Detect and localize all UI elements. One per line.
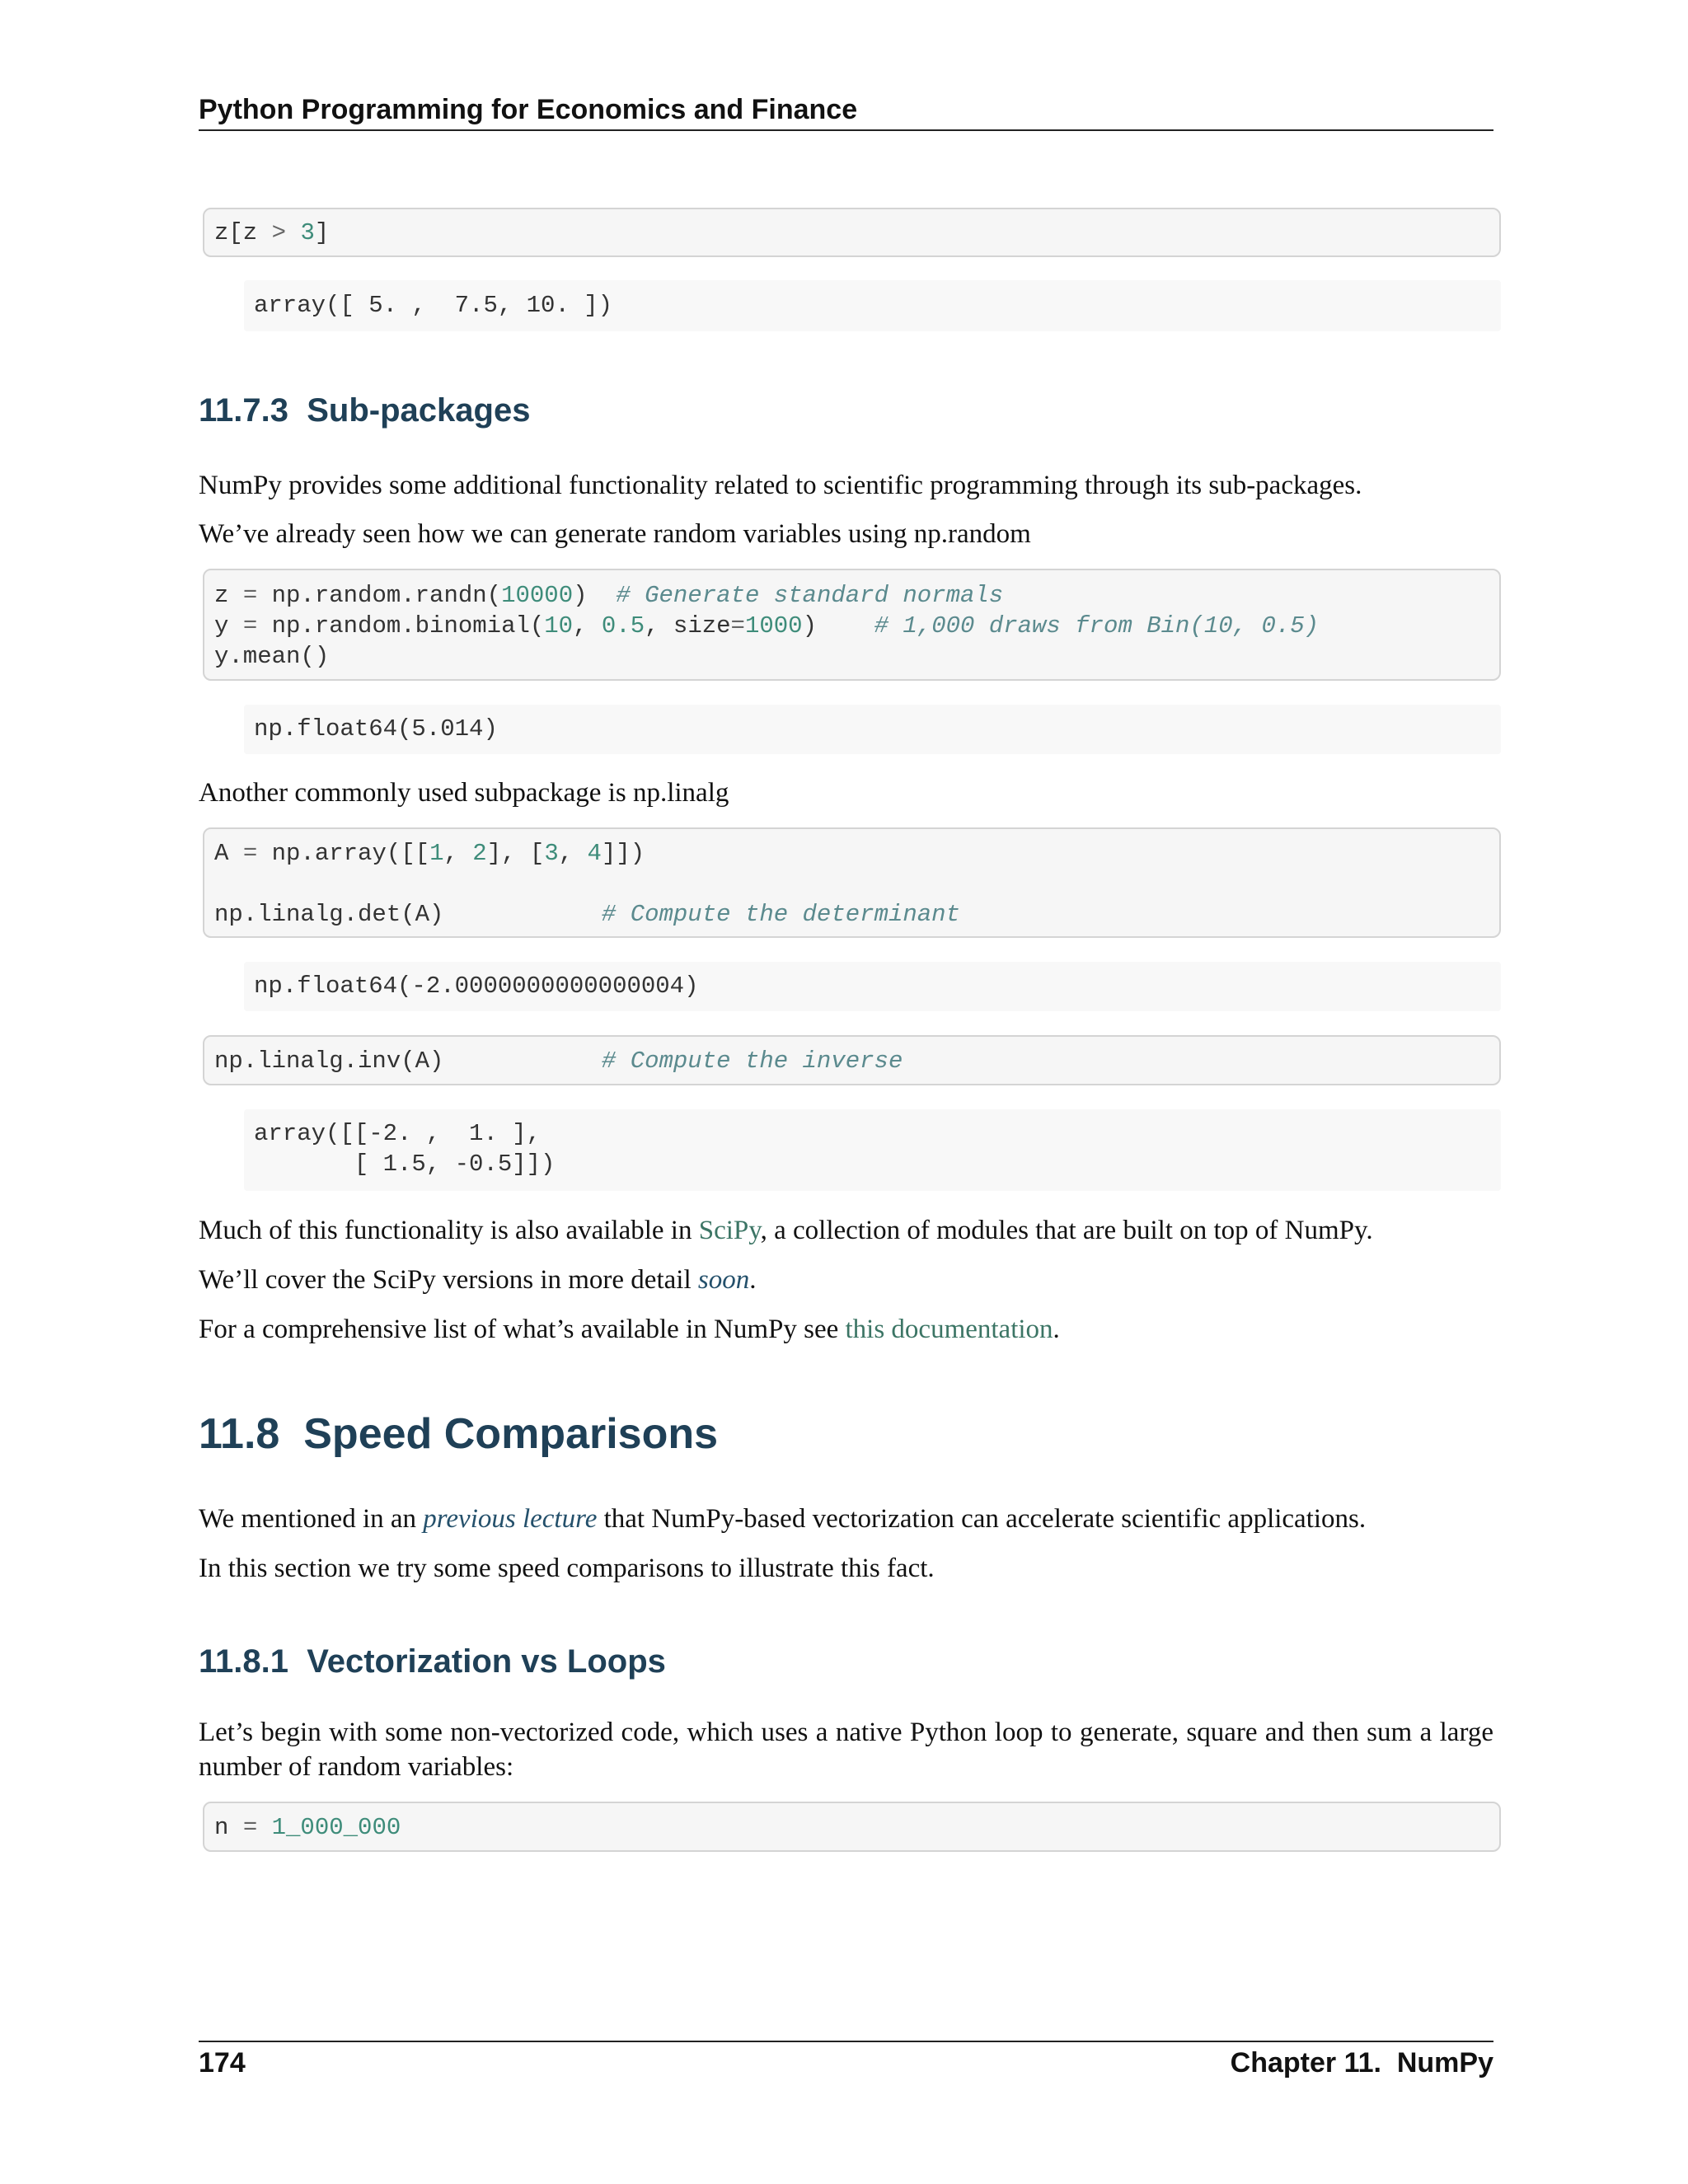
code-token: np.random.randn( — [257, 582, 502, 609]
paragraph — [199, 1213, 1493, 1248]
code-line-blank — [214, 869, 1489, 899]
code-token: A — [214, 840, 243, 867]
section-title: Vectorization vs Loops — [307, 1643, 666, 1680]
code-token: y.mean() — [214, 643, 330, 670]
output-line: np.float64(-2.0000000000000004) — [254, 972, 699, 1000]
code-line — [214, 580, 1489, 611]
code-token: ], [ — [486, 840, 545, 867]
code-number: 1_000_000 — [271, 1814, 401, 1841]
code-operator: = — [242, 612, 258, 640]
paragraph: We’ve already seen how we can generate random variables using np.random — [199, 519, 1031, 549]
code-number: 1 — [429, 840, 444, 867]
output-line: array([[-2. , 1. ], — [254, 1120, 542, 1147]
scipy-link[interactable]: SciPy — [698, 1216, 761, 1245]
code-token: z[z — [214, 219, 272, 246]
page-number: 174 — [199, 2047, 246, 2079]
code-cell[interactable] — [203, 208, 1501, 257]
code-line — [214, 641, 1489, 672]
code-number: 2 — [472, 840, 487, 867]
code-cell[interactable] — [203, 1035, 1501, 1085]
section-number: 11.8 — [199, 1410, 280, 1458]
paragraph — [199, 1312, 1493, 1347]
code-line — [214, 899, 1489, 930]
code-output — [244, 280, 1501, 331]
code-token: , size — [645, 612, 731, 640]
header-rule — [199, 129, 1493, 131]
code-comment: # Compute the inverse — [601, 1047, 903, 1075]
footer-rule — [199, 2041, 1493, 2042]
code-token: y — [214, 612, 243, 640]
paragraph: NumPy provides some additional functionality related to scientific programming through its sub-packages. — [199, 471, 1362, 500]
text-run: that NumPy-based vectorization can accelerate scientific applications. — [597, 1504, 1367, 1534]
code-comment: # 1,000 draws from Bin(10, 0.5) — [874, 612, 1320, 640]
code-token: np.random.binomial( — [257, 612, 545, 640]
code-operator: = — [242, 1814, 258, 1841]
code-operator: = — [730, 612, 745, 640]
code-comment: # Generate standard normals — [616, 582, 1004, 609]
text-run: For a comprehensive list of what’s available in NumPy see — [199, 1315, 846, 1344]
code-token: ) — [573, 582, 617, 609]
code-token: , — [443, 840, 473, 867]
section-number: 11.8.1 — [199, 1643, 289, 1680]
code-cell[interactable] — [203, 569, 1501, 681]
code-token: np.array([[ — [257, 840, 430, 867]
code-number: 10000 — [501, 582, 574, 609]
soon-link[interactable]: soon — [697, 1265, 750, 1295]
paragraph — [199, 1502, 1493, 1536]
code-operator: = — [242, 582, 258, 609]
code-token: z — [214, 582, 243, 609]
code-token: np.linalg.inv(A) — [214, 1047, 602, 1075]
code-line — [214, 611, 1489, 641]
code-line — [214, 838, 1489, 869]
previous-lecture-link[interactable]: previous lecture — [423, 1504, 598, 1534]
code-token: , — [558, 840, 588, 867]
section-heading-11-7-3 — [199, 392, 530, 429]
code-output — [244, 705, 1501, 754]
paragraph: Another commonly used subpackage is np.linalg — [199, 778, 729, 808]
code-comment: # Compute the determinant — [601, 901, 960, 928]
section-title: Sub-packages — [307, 392, 531, 429]
text-run: , a collection of modules that are built on top of NumPy. — [760, 1216, 1373, 1245]
code-token — [257, 1814, 271, 1841]
code-number: 3 — [300, 219, 315, 246]
paragraph: In this section we try some speed comparisons to illustrate this fact. — [199, 1554, 935, 1583]
paragraph — [199, 1263, 1493, 1297]
code-token: , — [573, 612, 602, 640]
code-number: 4 — [587, 840, 602, 867]
text-run: . — [1053, 1315, 1060, 1344]
code-number: 10 — [544, 612, 574, 640]
code-token: n — [214, 1814, 243, 1841]
code-number: 0.5 — [601, 612, 645, 640]
paragraph: Let’s begin with some non-vectorized code, which uses a native Python loop to generate, square and then sum a large number of random variables: — [199, 1718, 1493, 1782]
documentation-link[interactable]: this documentation — [845, 1315, 1053, 1344]
section-heading-11-8-1 — [199, 1643, 666, 1680]
code-token: np.linalg.det(A) — [214, 901, 602, 928]
text-run: We mentioned in an — [199, 1504, 424, 1534]
code-token: ]]) — [601, 840, 645, 867]
output-line: [ 1.5, -0.5]]) — [254, 1151, 556, 1178]
text-run: We’ll cover the SciPy versions in more detail — [199, 1265, 698, 1295]
chapter-label: Chapter 11. NumPy — [1230, 2047, 1493, 2079]
text-run: . — [749, 1265, 757, 1295]
output-line: np.float64(5.014) — [254, 715, 498, 743]
code-output — [244, 962, 1501, 1011]
section-heading-11-8 — [199, 1409, 718, 1459]
code-number: 1000 — [744, 612, 803, 640]
code-token — [286, 219, 300, 246]
running-header: Python Programming for Economics and Finance — [199, 94, 858, 125]
output-line: array([ 5. , 7.5, 10. ]) — [254, 292, 613, 319]
code-operator: = — [242, 840, 258, 867]
code-cell[interactable] — [203, 827, 1501, 938]
text-run: Much of this functionality is also available in — [199, 1216, 699, 1245]
code-cell[interactable] — [203, 1802, 1501, 1852]
section-number: 11.7.3 — [199, 392, 289, 429]
code-output — [244, 1109, 1501, 1191]
code-operator: > — [271, 219, 287, 246]
code-token: ) — [802, 612, 874, 640]
code-number: 3 — [544, 840, 559, 867]
section-title: Speed Comparisons — [303, 1410, 719, 1458]
code-token: ] — [314, 219, 330, 246]
